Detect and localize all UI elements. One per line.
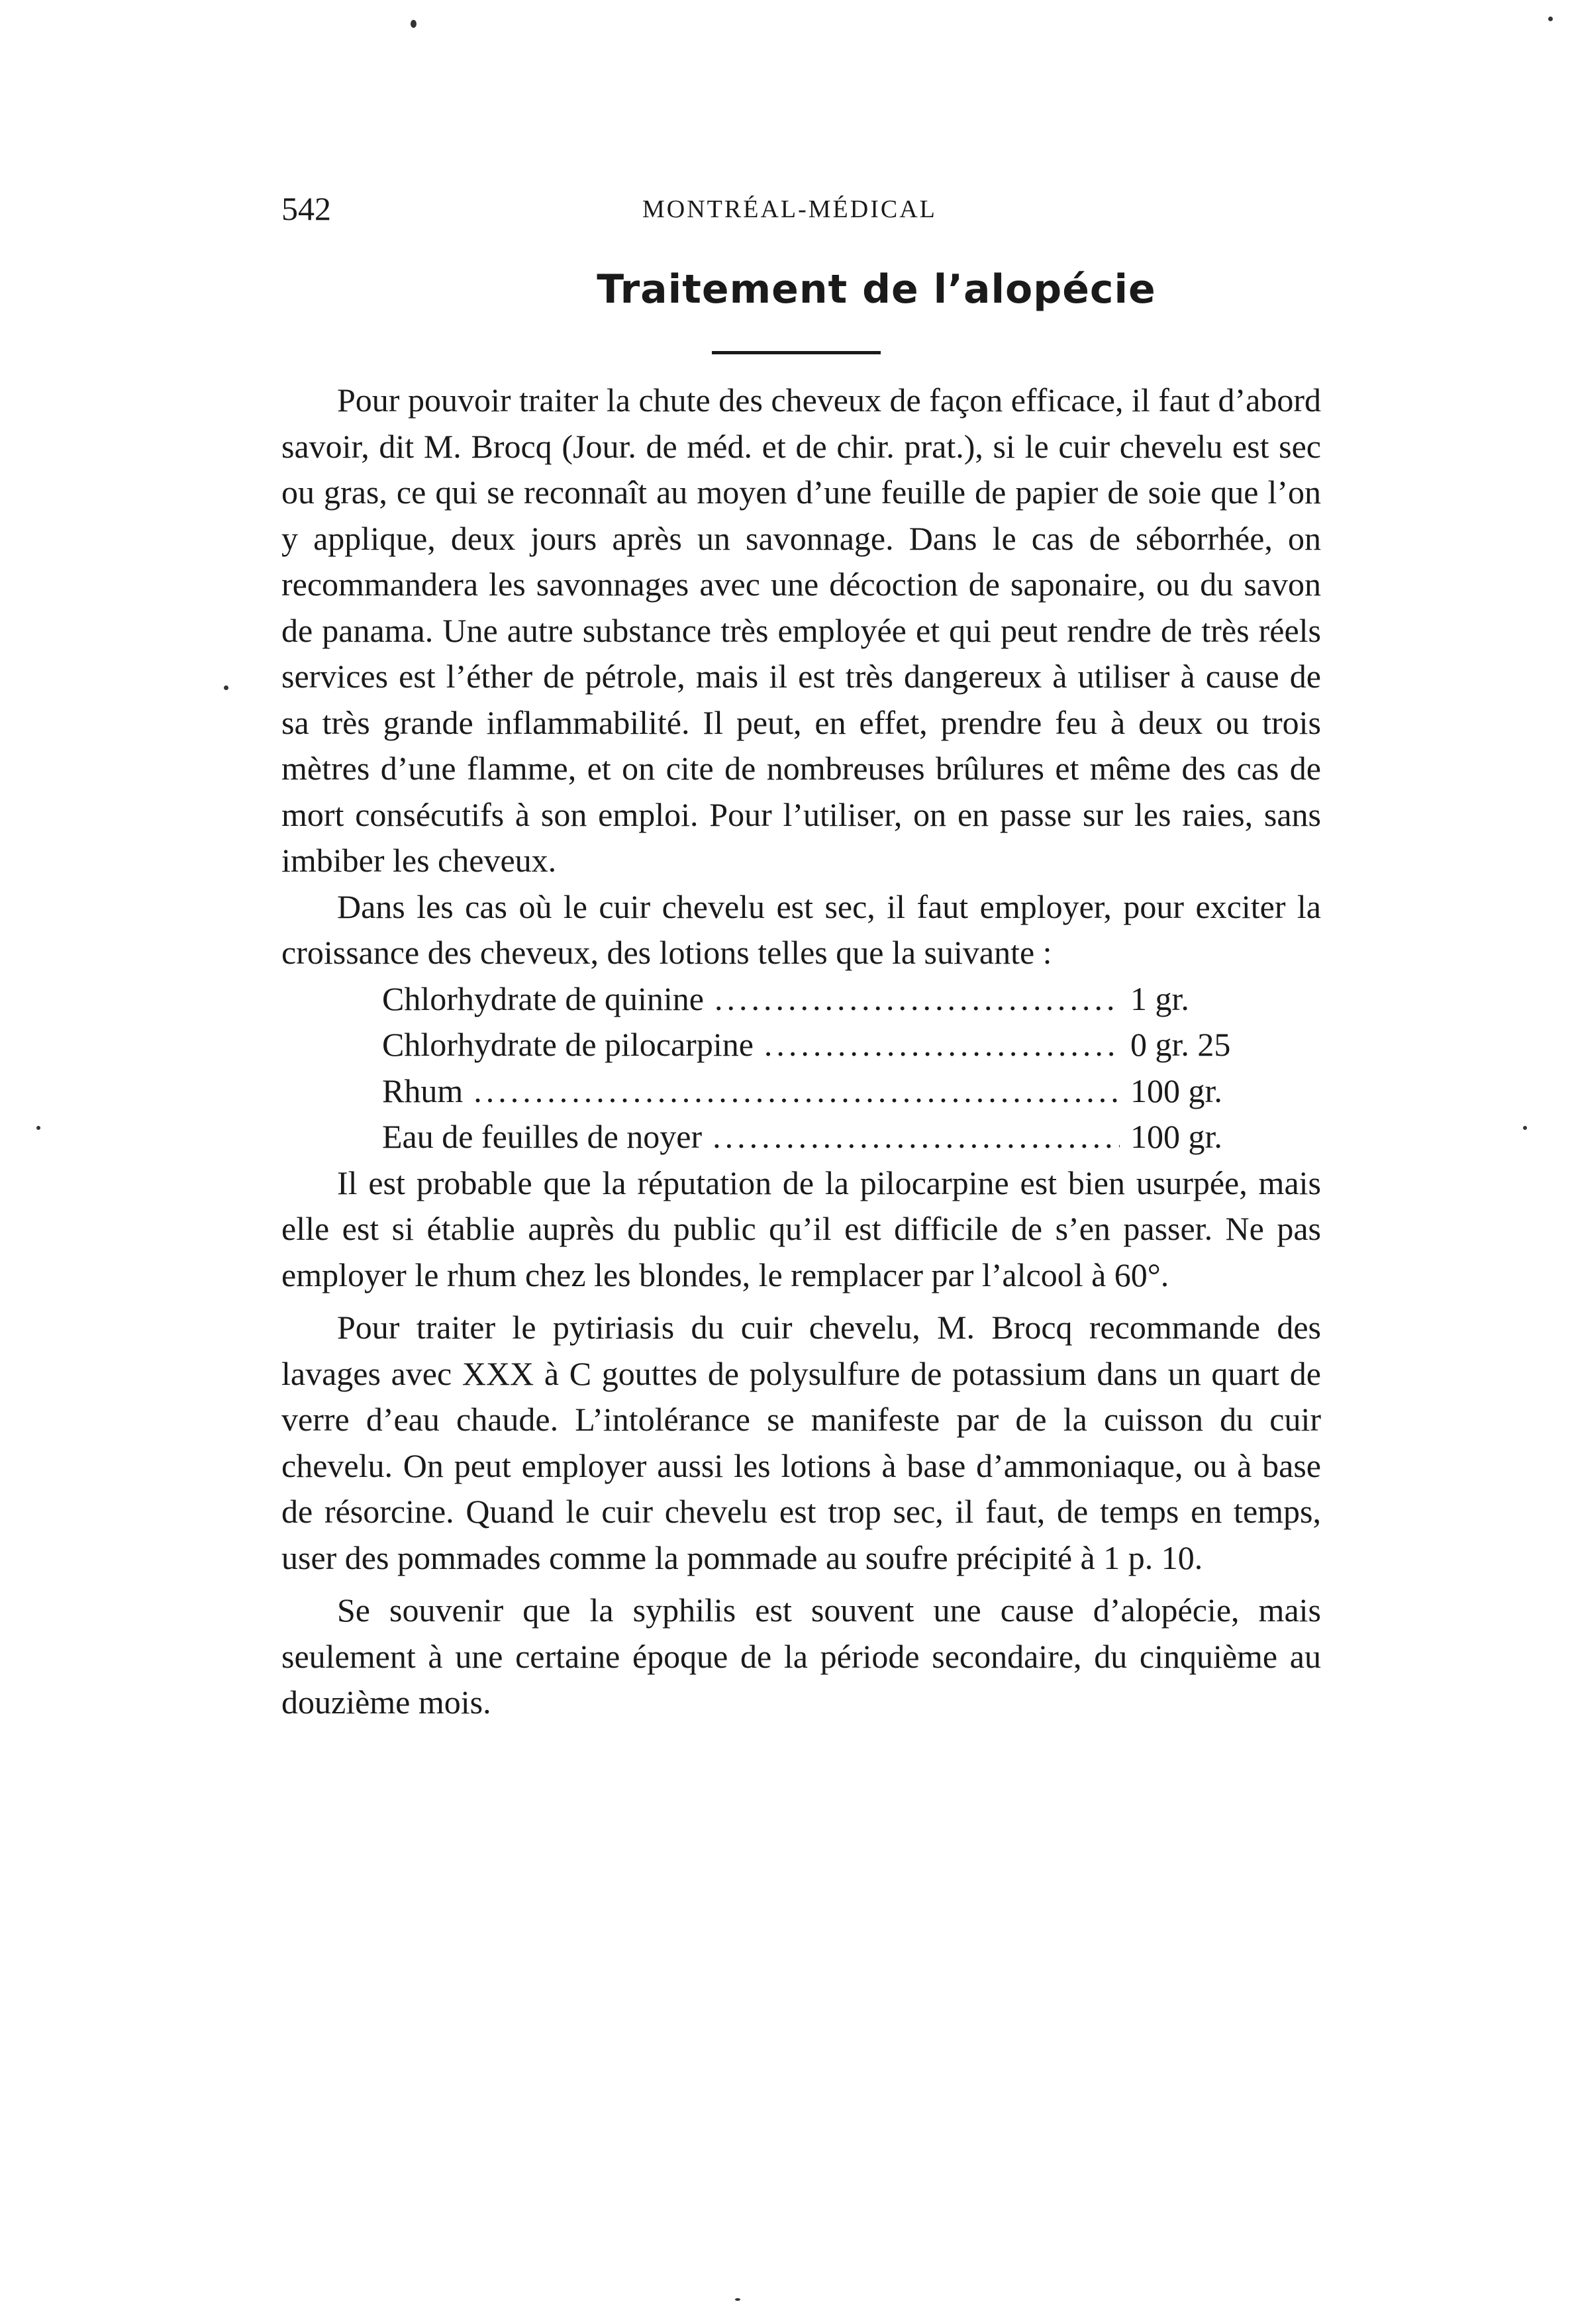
running-head: MONTRÉAL-MÉDICAL (642, 195, 937, 223)
scan-speck (224, 685, 228, 690)
paragraph: Dans les cas où le cuir chevelu est sec, il faut employer, pour exciter la croissance des cheveux, des lotions telles que la suivante : (281, 887, 1321, 971)
paragraph: Pour pouvoir traiter la chute des cheveux de façon efficace, il faut d’abord savoir, dit M. Brocq (Jour. de méd. et de chir. prat.), si le cuir chevelu est sec ou gras, ce qui se reconnaît au moyen d’une feuille de papier de soie que l’on y applique, deux jours après un savonnage. Dans le cas de séborrhée, on recommandera les savonnages avec une décoction de saponaire, ou du savon de panama. Une autre substance très employée et qui peut rendre de très réels services est l’éther de pétrole, mais il est très dangereux à utiliser à cause de sa très grande inflammabilité. Il peut, en effet, prendre feu à deux ou trois mètres d’une flamme, et on cite de nombreuses brûlures et même des cas de mort consécutifs à son emploi. Pour l’utiliser, on en passe sur les raies, sans imbiber les cheveux. (281, 381, 1321, 879)
leader-dots (713, 1114, 1120, 1160)
prescription-row (382, 976, 1289, 1023)
leader-dots (714, 976, 1120, 1023)
title-rule (712, 351, 881, 354)
scan-speck (411, 20, 417, 28)
paragraph: Il est probable que la réputation de la pilocarpine est bien usurpée, mais elle est si établie auprès du public qu’il est difficile de s’en passer. Ne pas employer le rhum chez les blondes, le remplacer par l’alcool à 60°. (281, 1164, 1321, 1293)
scan-speck (36, 1126, 40, 1130)
scan-speck (1548, 17, 1553, 21)
page-number: 542 (281, 190, 331, 227)
leader-dots (764, 1022, 1120, 1068)
ingredient: Chlorhydrate de pilocarpine (382, 1026, 754, 1063)
dose: 100 gr. (1130, 1118, 1222, 1155)
dose: 100 gr. (1130, 1072, 1222, 1109)
leader-dots (473, 1068, 1120, 1115)
ingredient: Eau de feuilles de noyer (382, 1118, 703, 1155)
prescription-row (382, 1114, 1289, 1160)
scan-speck (735, 2298, 740, 2301)
prescription-list (382, 976, 1289, 1160)
paragraph: Pour traiter le pytiriasis du cuir chevelu, M. Brocq recommande des lavages avec XXX à C gouttes de polysulfure de potassium dans un quart de verre d’eau chaude. L’intolérance se manifeste par de la cuisson du cuir chevelu. On peut employer aussi les lotions à base d’ammoniaque, ou à base de résorcine. Quand le cuir chevelu est trop sec, il faut, de temps en temps, user des pommades comme la pommade au soufre précipité à 1 p. 10. (281, 1309, 1321, 1576)
prescription-row (382, 1022, 1289, 1068)
paragraph: Se souvenir que la syphilis est souvent une cause d’alopécie, mais seulement à une certaine époque de la période secondaire, du cinquième au douzième mois. (281, 1591, 1321, 1721)
dose: 0 gr. 25 (1130, 1026, 1231, 1063)
dose: 1 gr. (1130, 980, 1189, 1017)
ingredient: Rhum (382, 1072, 464, 1109)
page-header (281, 189, 1341, 236)
prescription-row (382, 1068, 1289, 1115)
ingredient: Chlorhydrate de quinine (382, 980, 704, 1017)
scan-speck (1523, 1126, 1527, 1130)
article-body (281, 378, 1321, 1726)
article-title: Traitement de l’alopécie (597, 266, 1156, 313)
